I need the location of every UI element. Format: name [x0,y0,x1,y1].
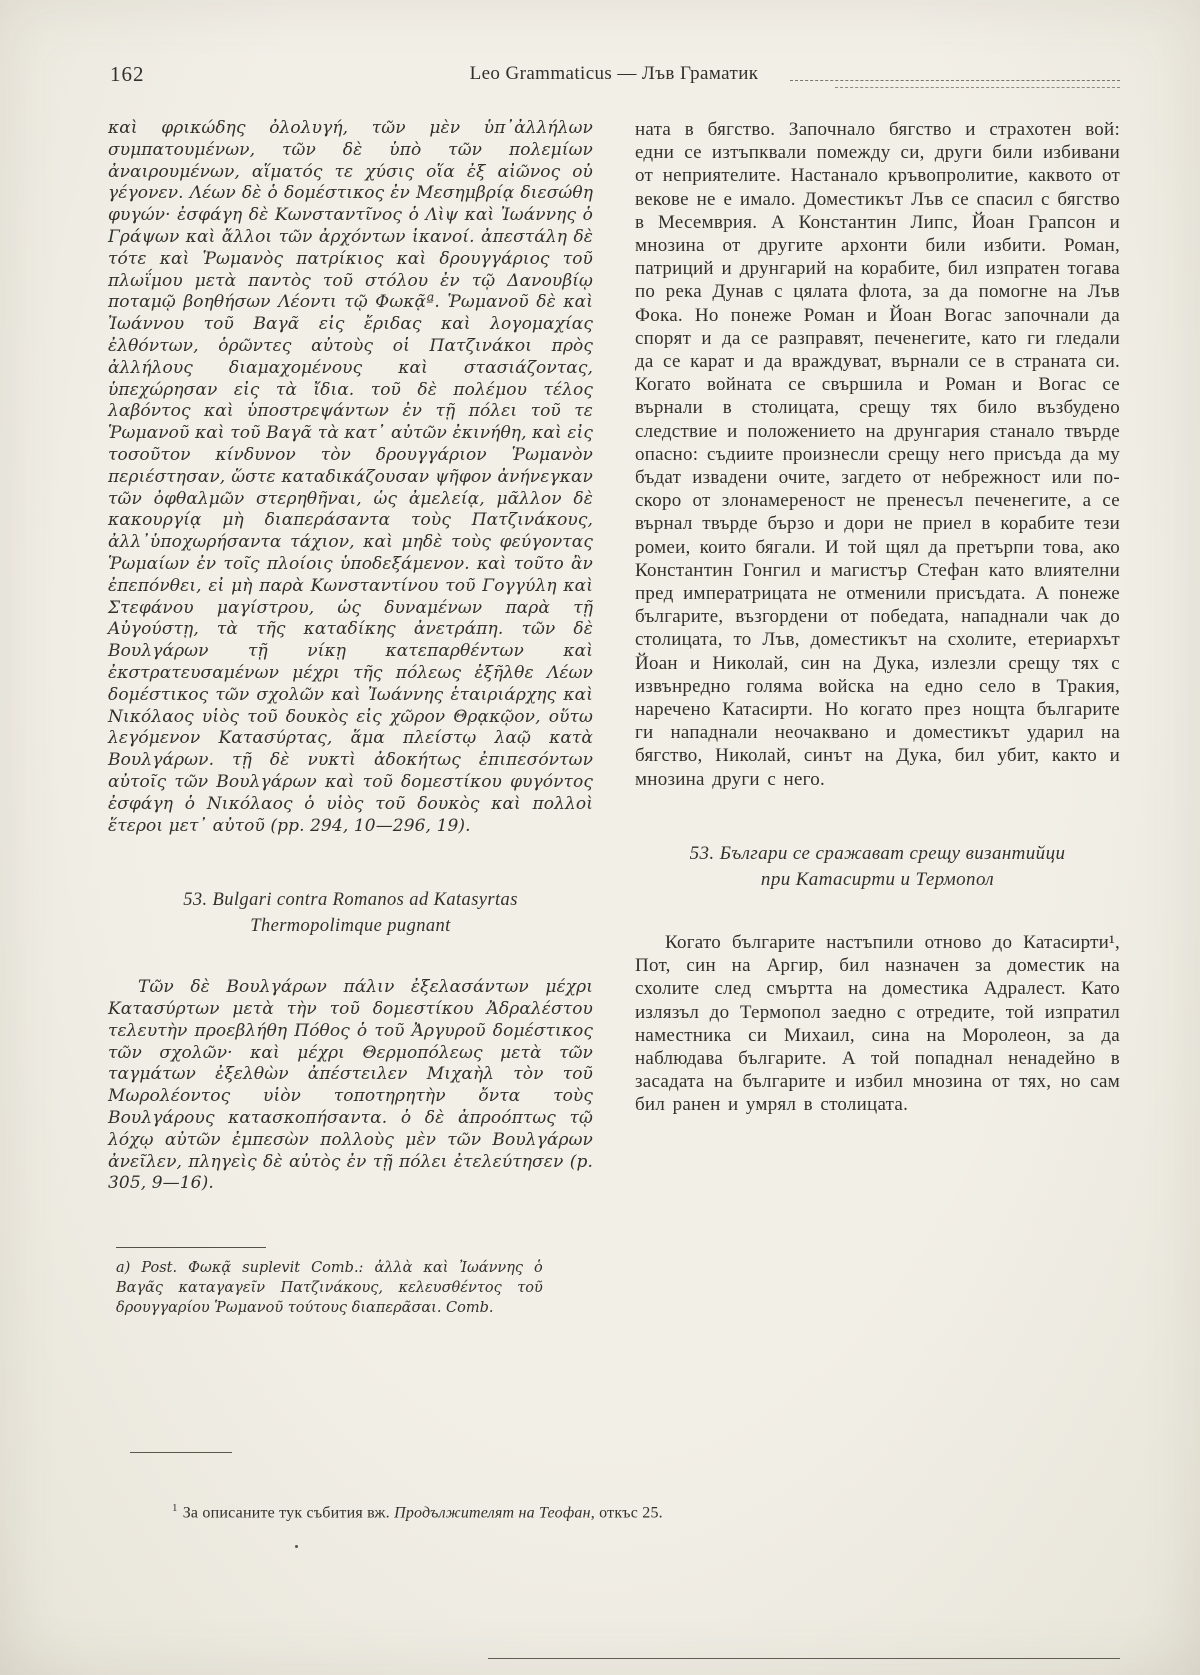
apparatus-footnote-rule [116,1247,266,1248]
page-number: 162 [110,62,145,86]
page-header [108,60,1120,94]
footnote-1-text-before: За описаните тук събития вж. [182,1504,395,1522]
section-heading-latin-line1: 53. Bulgari contra Romanos ad Katasyrtas [183,890,518,911]
section-heading-bulgarian-line2: при Катасирти и Термопол [760,868,995,890]
header-dashed-rule-secondary [835,87,1120,88]
bulgarian-paragraph-1: ната в бягство. Започнало бягство и страхотен вой: едни се изтъпквали помежду си, други били избивани от неприятелите. Настанало кръвопролитие, каквото от векове не е имало. Доместикът Лъв се спасил с бягство в Месемврия. А Константин Липс, Йоан Грапсон и мнозина от другите архонти били избити. Роман, патриций и друнгарий на корабите, бил изпратен тогава по река Дунав с цялата флота, за да помогне на Лъв Фока. Но понеже Роман и Йоан Вогас започнали да спорят и да се разправят, печенегите, като ги гледали да се карат и да враждуват, върнали се в страната си. Когато войната се свършила и Роман и Вогас се върнали в столицата, срещу тях било възбудено следствие и положението на друнгария станало твърде опасно: съдиите произнесли срещу него присъда да му бъдат извадени очите, загдето от небрежност или по-скоро от злонамереност не пренесъл печенегите, а се върнал твърде бързо и дори не приел в корабите тези ромеи, които бягали. И той щял да претърпи това, ако Константин Гонгил и магистър Стефан като влиятелни пред императрицата не отменили присъдата. А понеже българите, възгордени от победата, нападнали чак до столицата, то Лъв, доместикът на схолите, етериархът Йоан и Николай, син на Дука, излезли срещу тях с извънредно голяма войска на едно село в Тракия, наречено Катасирти. Но когато през нощта българите ги нападнали неочаквано и доместикът ударил на бягство, Николай, синът на Дука, бил убит, както и мнозина други с него. [635,119,1120,790]
footnote-rule [130,1452,232,1453]
section-heading-bulgarian-line1: 53. Българи се сражават срещу византийци [689,842,1066,864]
footnote-1-marker: 1 [172,1502,178,1514]
greek-paragraph-2: Τῶν δὲ Βουλγάρων πάλιν ἐξελασάντων μέχρι Κατασύρτων μετὰ τὴν τοῦ δομεστίκου Ἀδραλέστου τελευτὴν προεβλήθη Πόθος ὁ τοῦ Ἀργυροῦ δομέστικος τῶν σχολῶν· καὶ μέχρι Θερμοπόλεως μετὰ τῶν ταγμάτων ἐξελθὼν ἀπέστειλεν Μιχαὴλ τὸν τοῦ Μωρολέοντος υἱὸν τοποτηρητὴν ὄντα τοὺς Βουλγάρους κατασκοπήσαντα. ὁ δὲ ἀπροόπτως τῷ λόχῳ αὐτῶν ἐμπεσὼν πολλοὺς μὲν τῶν Βουλγάρων ἀνεῖλεν, πληγεὶς δὲ αὐτὸς ἐν τῇ πόλει ἐτελεύτησεν (p. 305, 9—16). [108,977,593,1194]
footnote-1-italic-title: Продължителят на Теофан [394,1504,591,1522]
print-artifact-dot [295,1545,298,1548]
two-column-text [108,118,1120,1318]
section-heading-bulgarian [635,841,1120,893]
header-dashed-rule [790,80,1120,81]
greek-column [108,118,593,1318]
bottom-rule [488,1658,1120,1659]
greek-paragraph-1: καὶ φρικώδης ὀλολυγή, τῶν μὲν ὑπ᾽ἀλλήλων συμπατουμένων, τῶν δὲ ὑπὸ τῶν πολεμίων ἀναιρουμένων, αἵματός τε χύσις οἵα ἐξ αἰῶνος οὐ γέγονεν. Λέων δὲ ὁ δομέστικος ἐν Μεσημβρίᾳ διεσώθη φυγών· ἐσφάγη δὲ Κωνσταντῖνος ὁ Λὶψ καὶ Ἰωάννης ὁ Γράψων καὶ ἄλλοι τῶν ἀρχόντων ἱκανοί. ἀπεστάλη δὲ τότε καὶ Ῥωμανὸς πατρίκιος καὶ δρουγγάριος τοῦ πλωΐμου μετὰ παντὸς τοῦ στόλου ἐν τῷ Δανουβίῳ ποταμῷ βοηθήσων Λέοντι τῷ Φωκᾷª. Ῥωμανοῦ δὲ καὶ Ἰωάννου τοῦ Βαγᾶ εἰς ἔριδας καὶ λογομαχίας ἐλθόντων, ὁρῶντες αὐτοὺς οἱ Πατζινάκοι πρὸς ἀλλήλους διαμαχομένους καὶ στασιάζοντας, ὑπεχώρησαν εἰς τὰ ἴδια. τοῦ δὲ πολέμου τέλος λαβόντος καὶ ὑποστρεψάντων ἐν τῇ πόλει τοῦ τε Ῥωμανοῦ καὶ τοῦ Βαγᾶ τὰ κατ᾽ αὐτῶν ἐκινήθη, καὶ εἰς τοσοῦτον κίνδυνον τὸν δρουγγάριον Ῥωμανὸν περιέστησαν, ὥστε καταδικάζουσαν ψῆφον ἀνήνεγκαν τῶν ὀφθαλμῶν στερηθῆναι, ὡς ἀμελείᾳ, μᾶλλον δὲ κακουργίᾳ μὴ διαπεράσαντα τοὺς Πατζινάκους, ἀλλ᾽ὑποχωρήσαντα τάχιον, καὶ μηδὲ τοὺς φεύγοντας Ῥωμαίων ἐν τοῖς πλοίοις ὑποδεξάμενον. καὶ τοῦτο ἂν ἐπεπόνθει, εἰ μὴ παρὰ Κωνσταντίνου τοῦ Γογγύλη καὶ Στεφάνου μαγίστρου, ὡς δυναμένων παρὰ τῇ Αὐγούστῃ, τὰ τῆς καταδίκης ἀνετράπη. τῶν δὲ Βουλγάρων τῇ νίκῃ κατεπαρθέντων καὶ ἐκστρατευσαμένων μέχρι τῆς πόλεως ἐξῆλθε Λέων δομέστικος τῶν σχολῶν καὶ Ἰωάννης ἑταιριάρχης καὶ Νικόλαος υἱὸς τοῦ δουκὸς εἰς χῶρον Θρᾳκῷον, οὕτω λεγόμενον Κατασύρτας, ἅμα πλείστῳ λαῷ κατὰ Βουλγάρων. τῇ δὲ νυκτὶ ἀδοκήτως ἐπιπεσόντων αὐτοῖς τῶν Βουλγάρων καὶ τοῦ δομεστίκου φυγόντος ἐσφάγη ὁ Νικόλαος ὁ υἱὸς τοῦ δουκὸς καὶ πολλοὶ ἕτεροι μετ᾽ αὐτοῦ (pp. 294, 10—296, 19). [108,118,593,836]
bulgarian-paragraph-2: Когато българите настъпили отново до Катасирти¹, Пот, син на Аргир, бил назначен за доместик на схолите след смъртта на доместика Адралест. Като излязъл до Термопол заедно с отредите, той изпратил наместника си Михаил, сина на Моролеон, за да наблюдава българите. А той попаднал ненадейно в засадата на българите и избил мнозина от тях, но сам бил ранен и умрял в столицата. [635,931,1120,1116]
apparatus-footnote-text: a) Post. Φωκᾷ suplevit Comb.: ἀλλὰ καὶ Ἰωάννης ὁ Βαγᾶς καταγαγεῖν Πατζινάκους, κελευσθέντος τοῦ δρουγγαρίου Ῥωμανοῦ τούτους διαπερᾶσαι. Comb. [116,1260,543,1317]
bulgarian-column [635,118,1120,1318]
apparatus-footnote [116,1247,543,1318]
section-heading-latin-line2: Thermopolimque pugnant [250,916,451,937]
section-heading-latin [108,887,593,939]
footnote-1-text-after: , откъс 25. [590,1504,663,1522]
footnote-1 [172,1498,1030,1523]
running-title: Leo Grammaticus — Лъв Граматик [469,63,759,84]
